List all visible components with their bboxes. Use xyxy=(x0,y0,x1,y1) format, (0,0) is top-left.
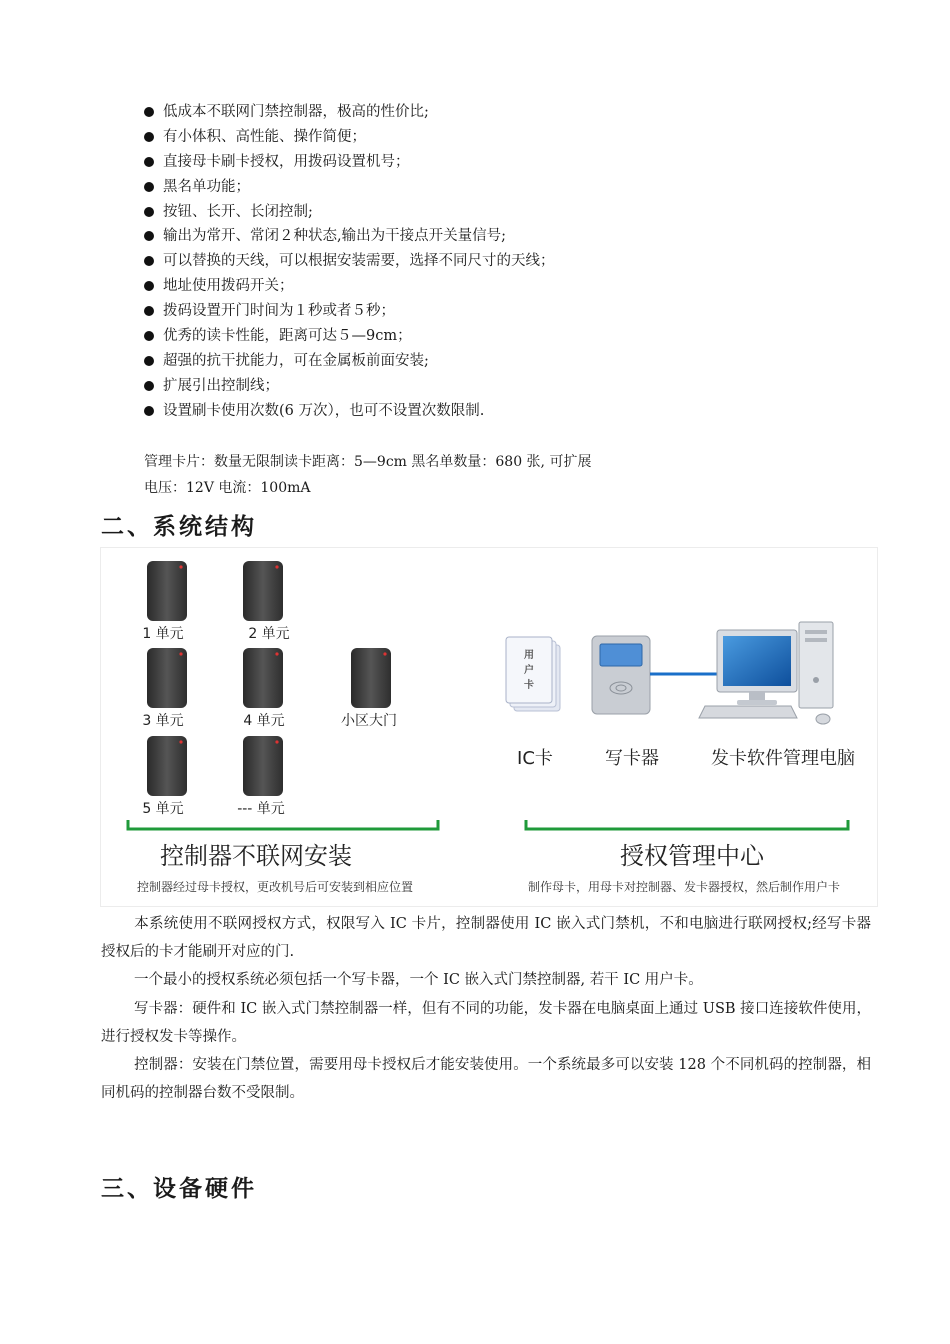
paragraph-3: 写卡器：硬件和 IC 嵌入式门禁控制器一样，但有不同的功能，发卡器在电脑桌面上通过 USB 接口连接软件使用，进行授权发卡等操作。 xyxy=(101,1001,871,1045)
right-title: 授权管理中心 xyxy=(620,842,764,870)
feature-item: 直接母卡刷卡授权，用拨码设置机号； xyxy=(144,150,555,175)
feature-item: 拨码设置开门时间为１秒或者５秒； xyxy=(144,299,555,324)
feature-item: 优秀的读卡性能，距离可达５—9cm； xyxy=(144,324,555,349)
right-bracket xyxy=(526,820,848,829)
card-writer-icon xyxy=(592,636,650,714)
bullet-icon xyxy=(144,157,154,167)
feature-item: 黑名单功能； xyxy=(144,175,555,200)
feature-item: 按钮、长开、长闭控制; xyxy=(144,200,555,225)
system-diagram xyxy=(100,547,878,907)
feature-item: 地址使用拨码开关； xyxy=(144,274,555,299)
unit-label: 2 单元 xyxy=(248,626,290,642)
bullet-icon xyxy=(144,306,154,316)
svg-text:户: 户 xyxy=(524,665,534,676)
controller-unit-1 xyxy=(142,561,187,642)
computer-icon xyxy=(699,622,833,724)
bullet-icon xyxy=(144,406,154,416)
feature-item: 低成本不联网门禁控制器，极高的性价比; xyxy=(144,100,555,125)
feature-item: 有小体积、高性能、操作简便； xyxy=(144,125,555,150)
feature-list xyxy=(144,100,555,424)
bullet-icon xyxy=(144,356,154,366)
controller-main-gate xyxy=(341,648,397,729)
pc-label: 发卡软件管理电脑 xyxy=(711,748,855,769)
paragraph-2: 一个最小的授权系统必须包括一个写卡器，一个 IC 嵌入式门禁控制器, 若干 IC 用户卡。 xyxy=(134,972,703,988)
paragraph-1: 本系统使用不联网授权方式，权限写入 IC 卡片，控制器使用 IC 嵌入式门禁机，不和电脑进行联网授权;经写卡器授权后的卡才能刷开对应的门. xyxy=(101,916,871,960)
controller-unit-2 xyxy=(243,561,290,642)
bullet-icon xyxy=(144,207,154,217)
spec-line-power: 电压：12V 电流：100mA xyxy=(144,480,311,496)
left-title: 控制器不联网安装 xyxy=(160,842,352,870)
left-bracket xyxy=(128,820,438,829)
spec-line-cards: 管理卡片：数量无限制读卡距离：5—9cm 黑名单数量：680 张, 可扩展 xyxy=(144,454,592,470)
section-title-hardware: 三、设备硬件 xyxy=(101,1175,257,1202)
svg-text:用: 用 xyxy=(524,650,534,661)
bullet-icon xyxy=(144,107,154,117)
unit-label: 4 单元 xyxy=(243,713,285,729)
bullet-icon xyxy=(144,231,154,241)
controller-unit-4 xyxy=(243,648,285,729)
svg-text:卡: 卡 xyxy=(524,680,534,691)
bullet-icon xyxy=(144,381,154,391)
unit-label: 5 单元 xyxy=(142,801,184,817)
bullet-icon xyxy=(144,331,154,341)
feature-item: 超强的抗干扰能力，可在金属板前面安装; xyxy=(144,349,555,374)
controller-unit-5 xyxy=(142,736,187,817)
writer-label: 写卡器 xyxy=(605,748,659,769)
feature-item: 设置刷卡使用次数(6 万次），也可不设置次数限制. xyxy=(144,399,555,424)
right-caption: 制作母卡，用母卡对控制器、发卡器授权，然后制作用户卡 xyxy=(527,880,841,894)
bullet-icon xyxy=(144,256,154,266)
section-title-system: 二、系统结构 xyxy=(101,513,257,540)
unit-label: 1 单元 xyxy=(142,626,184,642)
card-label: IC卡 xyxy=(517,748,553,769)
feature-item: 输出为常开、常闭２种状态,输出为干接点开关量信号; xyxy=(144,224,555,249)
bullet-icon xyxy=(144,132,154,142)
paragraph-4: 控制器：安装在门禁位置，需要用母卡授权后才能安装使用。一个系统最多可以安装 128 个不同机码的控制器，相同机码的控制器台数不受限制。 xyxy=(101,1057,871,1101)
controller-unit-3 xyxy=(142,648,187,729)
left-caption: 控制器经过母卡授权，更改机号后可安装到相应位置 xyxy=(136,880,414,894)
unit-label: --- 单元 xyxy=(237,801,285,817)
bullet-icon xyxy=(144,281,154,291)
unit-label: 小区大门 xyxy=(341,713,397,729)
unit-label: 3 单元 xyxy=(142,713,184,729)
ic-card-icon xyxy=(506,637,560,711)
feature-item: 可以替换的天线，可以根据安装需要，选择不同尺寸的天线； xyxy=(144,249,555,274)
bullet-icon xyxy=(144,182,154,192)
controller-unit-more xyxy=(237,736,285,817)
feature-item: 扩展引出控制线； xyxy=(144,374,555,399)
